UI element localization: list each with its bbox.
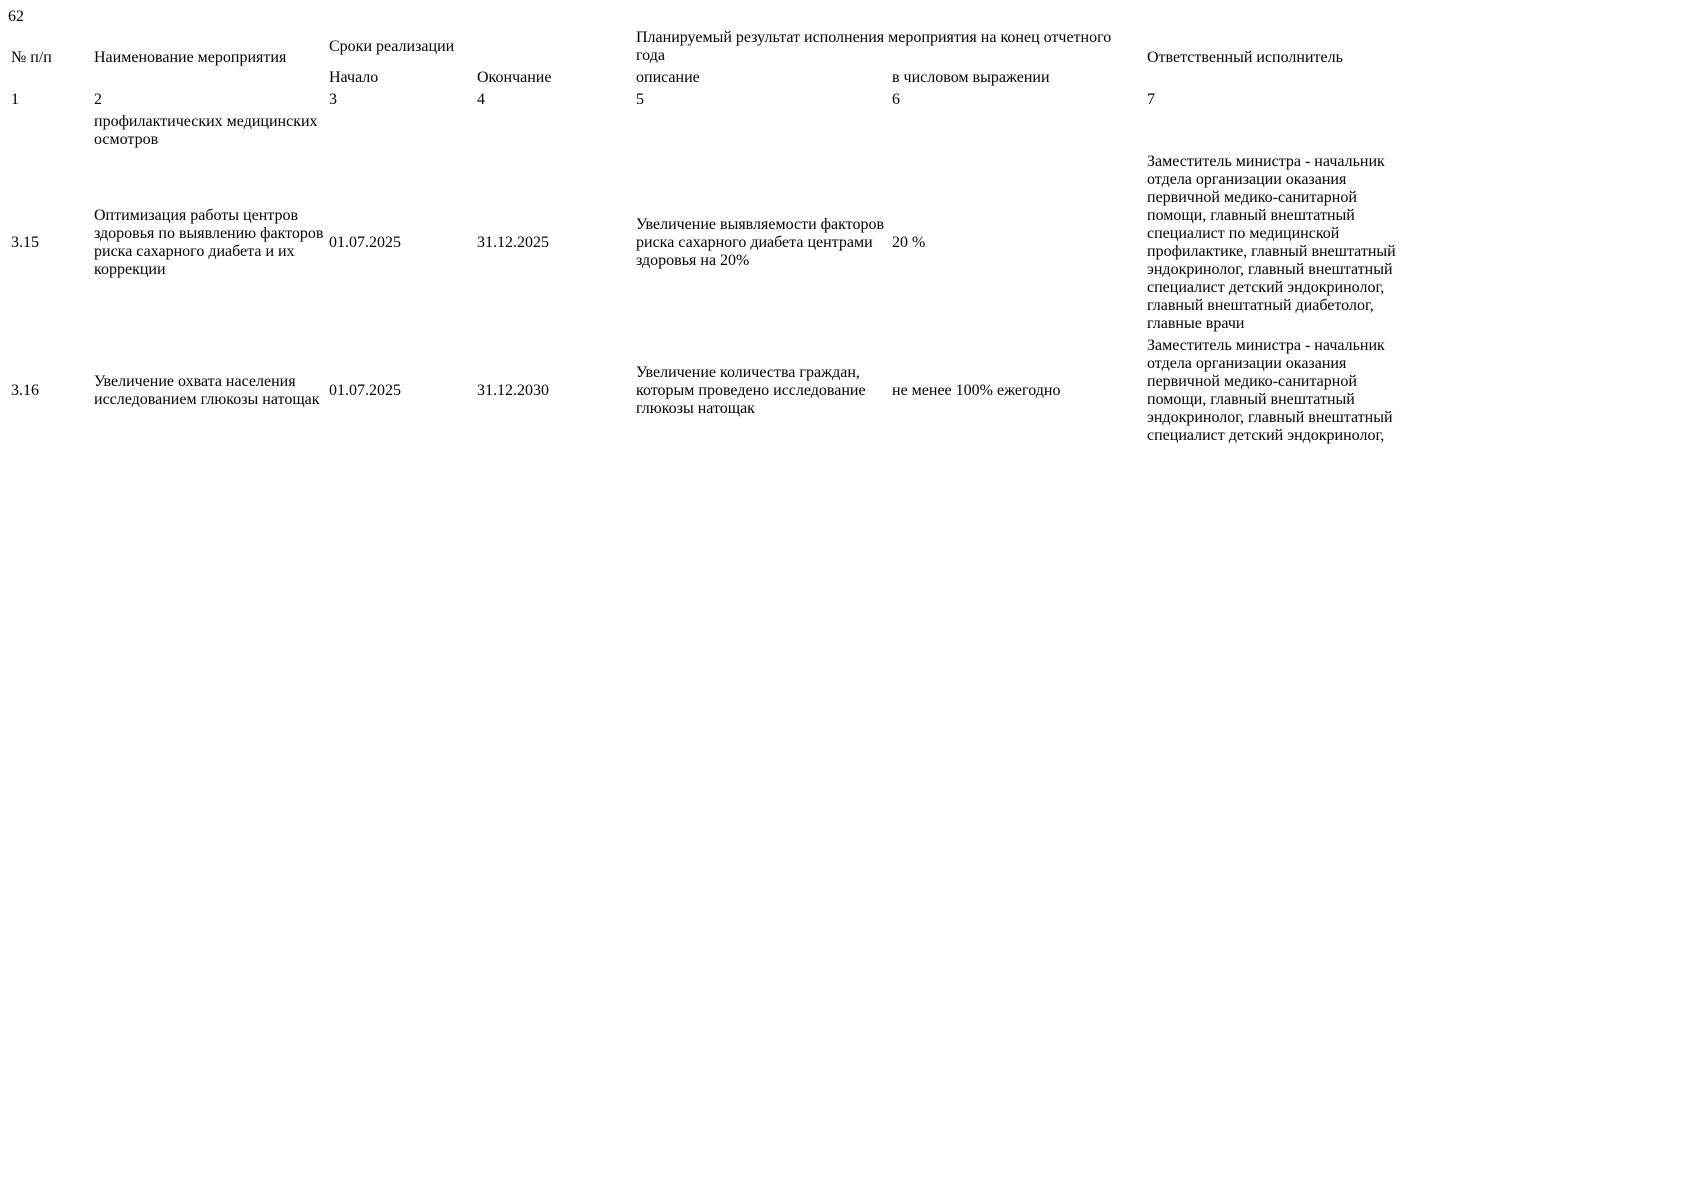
header-start: Начало — [329, 69, 379, 86]
row-start: 01.07.2025 — [329, 382, 401, 399]
column-numbers-row — [10, 90, 1399, 110]
column-number: 2 — [94, 91, 102, 108]
row-desc — [635, 112, 889, 150]
activities-table — [8, 26, 1689, 448]
row-end: 31.12.2030 — [477, 382, 549, 399]
row-num: 3.16 — [11, 382, 39, 399]
row-numeric: 20 % — [892, 234, 926, 251]
table-row — [10, 112, 1399, 150]
column-number: 6 — [892, 91, 900, 108]
header-numeric: в числовом выражении — [892, 69, 1050, 86]
row-numeric — [891, 112, 1144, 150]
row-desc: Увеличение количества граждан, которым проведено исследование глюкозы натощак — [636, 364, 866, 417]
column-number: 4 — [477, 91, 485, 108]
header-responsible: Ответственный исполнитель — [1147, 49, 1343, 66]
header-num: № п/п — [11, 49, 52, 66]
row-numeric: не менее 100% ежегодно — [892, 382, 1061, 399]
row-name: профилактических медицинских осмотров — [94, 113, 318, 148]
row-name: Оптимизация работы центров здоровья по выявлению факторов риска сахарного диабета и их коррекции — [94, 207, 324, 278]
row-responsible: Заместитель министра - начальник отдела организации оказания первичной медико-санитарной помощи, главный внештатный специалист по медицинской профилактике, главный внештатный эндокринолог, главный внештатный специалист детский эндокринолог, главный внештатный диабетолог, главные врачи — [1147, 153, 1396, 332]
header-result: Планируемый результат исполнения мероприятия на конец отчетного года — [636, 29, 1112, 64]
header-terms: Сроки реализации — [329, 38, 455, 55]
row-name: Увеличение охвата населения исследованием глюкозы натощак — [94, 373, 320, 408]
header-name: Наименование мероприятия — [94, 49, 287, 66]
column-number: 5 — [636, 91, 644, 108]
row-desc: Увеличение выявляемости факторов риска сахарного диабета центрами здоровья на 20% — [636, 216, 885, 269]
header-desc: описание — [636, 69, 700, 86]
row-num — [10, 112, 91, 150]
table-row — [10, 152, 1399, 334]
document-page — [8, 8, 1689, 448]
row-start: 01.07.2025 — [329, 234, 401, 251]
row-num: 3.15 — [11, 234, 39, 251]
row-start — [328, 112, 474, 150]
page-number: 62 — [8, 8, 24, 25]
header-end: Окончание — [477, 69, 552, 86]
row-end: 31.12.2025 — [477, 234, 549, 251]
row-responsible: Заместитель министра - начальник отдела организации оказания первичной медико-санитарной помощи, главный внештатный эндокринолог, главный внештатный специалист детский эндокринолог, — [1147, 337, 1393, 444]
row-end — [476, 112, 633, 150]
row-responsible — [1146, 112, 1399, 150]
column-number: 1 — [11, 91, 19, 108]
column-number: 7 — [1147, 91, 1155, 108]
table-row — [10, 336, 1399, 446]
column-number: 3 — [329, 91, 337, 108]
